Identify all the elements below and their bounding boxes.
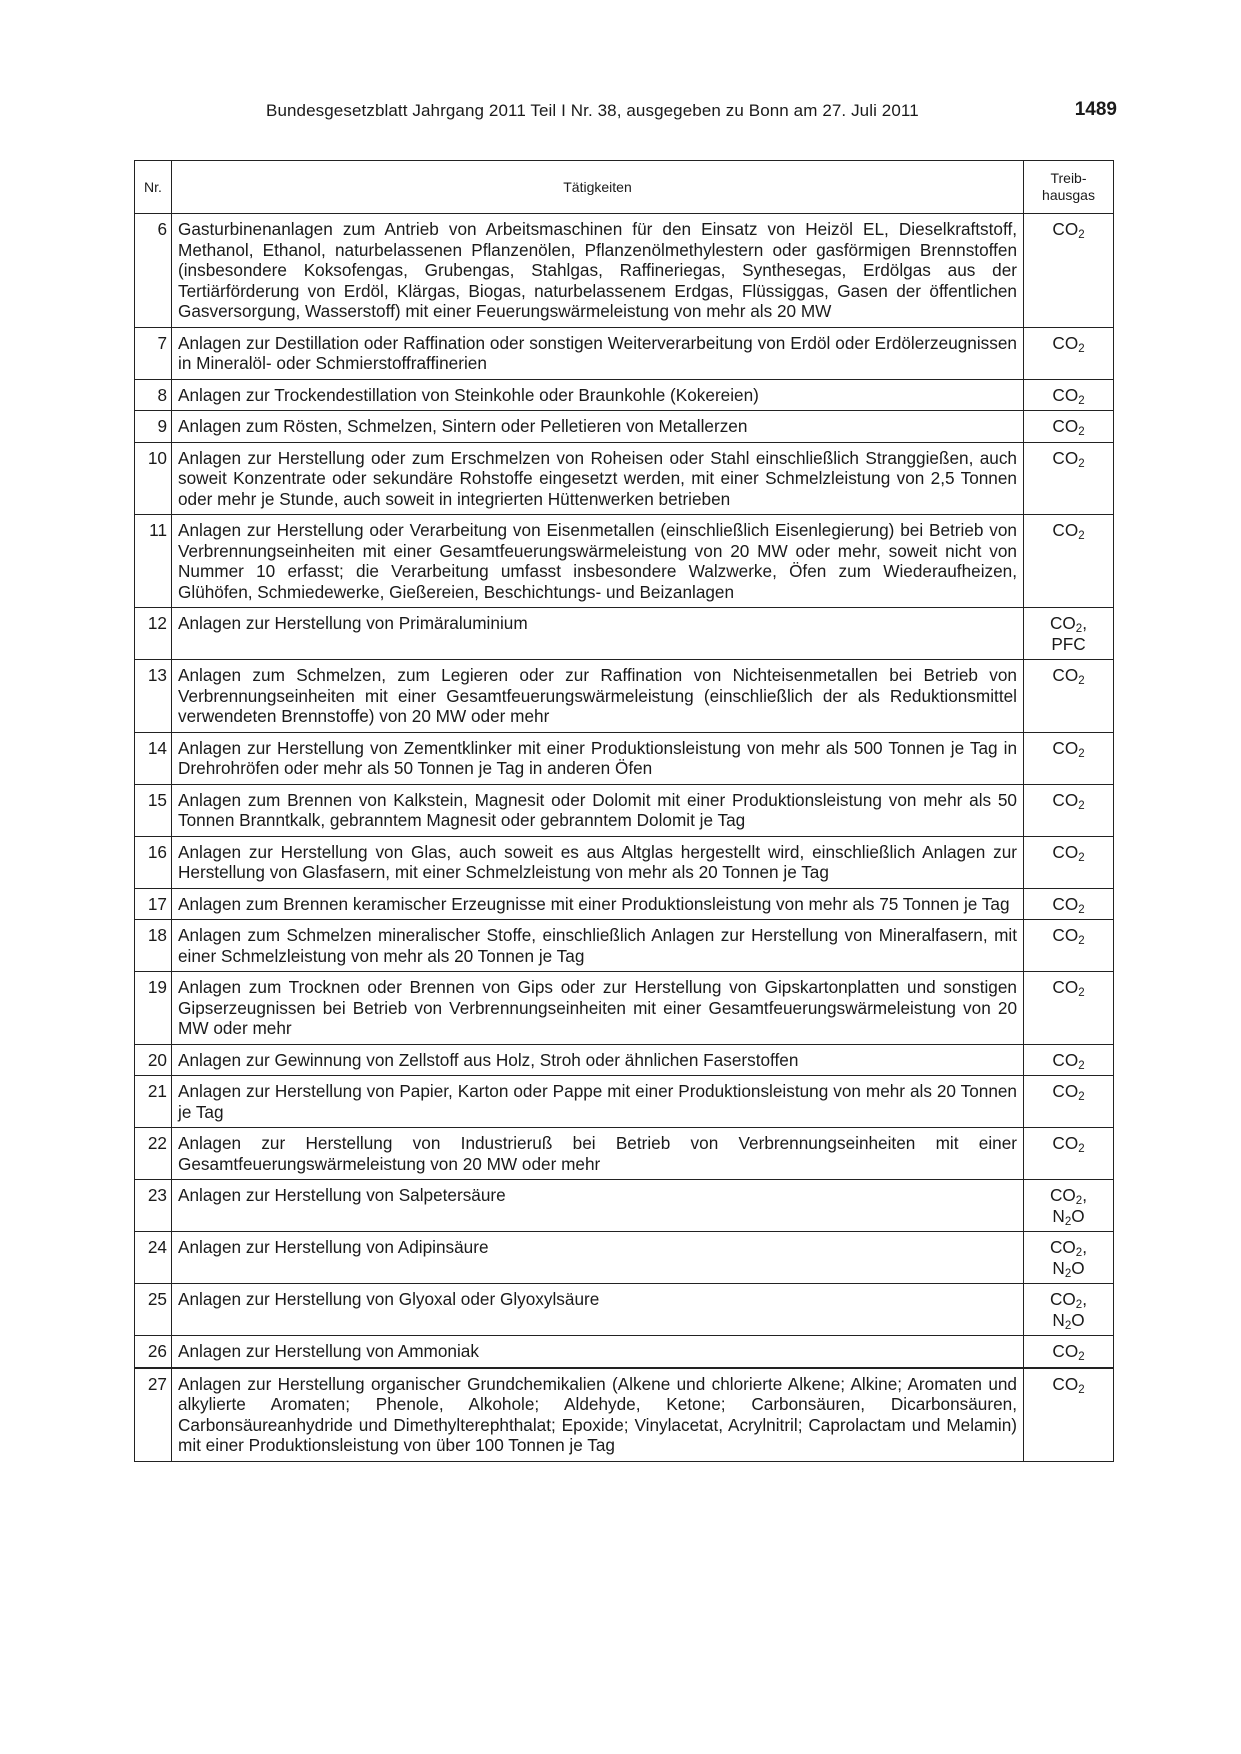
gas-formula: $CO_2$	[1052, 737, 1085, 760]
gas-formula: $CO_2$	[1052, 665, 1085, 687]
table-row	[135, 1284, 1114, 1336]
row-number: 20	[135, 1044, 172, 1076]
greenhouse-gas-cell	[1024, 660, 1114, 733]
greenhouse-gas-cell	[1024, 784, 1114, 836]
row-number: 10	[135, 442, 172, 515]
activity-description: Anlagen zur Herstellung organischer Grundchemikalien (Alkene und chlorierte Alkene; Alkine; Aromaten und alkylierte Aromaten; Phenole, Alkohole; Aldehyde, Ketone; Carbonsäuren, Dicarbonsäuren, Carbonsäureanhydride und Dimethylterephthalat; Epoxide; Vinylacetat, Acrylnitril; Caprolactam und Melamin) mit einer Produktionsleistung von über 100 Tonnen je Tag	[172, 1368, 1024, 1462]
activity-description: Anlagen zur Herstellung von Adipinsäure	[172, 1232, 1024, 1284]
gas-formula: $CO_2$	[1052, 925, 1085, 947]
table-row	[135, 1232, 1114, 1284]
greenhouse-gas-cell	[1024, 608, 1114, 660]
table-row	[135, 1368, 1114, 1462]
gas-formula: $CO_2$	[1052, 416, 1085, 438]
row-number: 6	[135, 214, 172, 328]
header-gas-line1: Treib-	[1050, 170, 1087, 186]
gas-formula: $CO_2$,	[1050, 1289, 1087, 1311]
activity-description: Anlagen zur Herstellung von Ammoniak	[172, 1336, 1024, 1368]
gas-formula: PFC	[1051, 633, 1086, 654]
header-nr: Nr.	[135, 161, 172, 214]
table-row	[135, 784, 1114, 836]
activity-description: Anlagen zur Herstellung von Papier, Karton oder Pappe mit einer Produktionsleistung von mehr als 20 Tonnen je Tag	[172, 1076, 1024, 1128]
activity-description: Anlagen zur Herstellung von Primäraluminium	[172, 608, 1024, 660]
greenhouse-gas-cell	[1024, 1044, 1114, 1076]
activity-description: Anlagen zum Brennen von Kalkstein, Magnesit oder Dolomit mit einer Produktionsleistung von mehr als 50 Tonnen Branntkalk, gebranntem Magnesit oder gebranntem Dolomit je Tag	[172, 784, 1024, 836]
activity-description: Anlagen zum Schmelzen, zum Legieren oder zur Raffination von Nichteisenmetallen bei Betrieb von Verbrennungseinheiten mit einer Gesamtfeuerungswärmeleistung (einschließlich der als Reduktionsmittel verwendeten Brennstoffe) von 20 MW oder mehr	[172, 660, 1024, 733]
greenhouse-gas-cell	[1024, 442, 1114, 515]
activity-description: Anlagen zur Herstellung von Salpetersäure	[172, 1180, 1024, 1232]
greenhouse-gas-cell	[1024, 1128, 1114, 1180]
row-number: 16	[135, 836, 172, 888]
activity-description: Anlagen zum Rösten, Schmelzen, Sintern oder Pelletieren von Metallerzen	[172, 411, 1024, 443]
activity-description: Anlagen zur Herstellung oder zum Erschmelzen von Roheisen oder Stahl einschließlich Stranggießen, auch soweit Konzentrate oder sekundäre Rohstoffe eingesetzt werden, mit einer Schmelzleistung von 2,5 Tonnen oder mehr je Stunde, auch soweit in integrierten Hüttenwerken betrieben	[172, 442, 1024, 515]
greenhouse-gas-cell	[1024, 1180, 1114, 1232]
row-number: 7	[135, 327, 172, 379]
greenhouse-gas-cell	[1024, 214, 1114, 328]
row-number: 24	[135, 1232, 172, 1284]
table-row	[135, 888, 1114, 920]
row-number: 19	[135, 972, 172, 1045]
gas-formula: $CO_2$	[1052, 1341, 1085, 1363]
page-number: 1489	[1074, 99, 1117, 120]
row-number: 12	[135, 608, 172, 660]
activity-description: Anlagen zum Schmelzen mineralischer Stoffe, einschließlich Anlagen zur Herstellung von Mineralfasern, mit einer Schmelzleistung von mehr als 20 Tonnen je Tag	[172, 920, 1024, 972]
row-number: 21	[135, 1076, 172, 1128]
table-row	[135, 1336, 1114, 1368]
table-row	[135, 1044, 1114, 1076]
table-row	[135, 1180, 1114, 1232]
table-header-row	[135, 161, 1114, 214]
row-number: 11	[135, 515, 172, 608]
activity-description: Anlagen zur Herstellung von Glas, auch soweit es aus Altglas hergestellt wird, einschließlich Anlagen zur Herstellung von Glasfasern, mit einer Schmelzleistung von mehr als 20 Tonnen je Tag	[172, 836, 1024, 888]
table-row	[135, 972, 1114, 1045]
gas-formula: $N_2O$	[1052, 1205, 1085, 1228]
gas-formula: $CO_2$,	[1050, 1185, 1087, 1207]
gas-formula: $CO_2$	[1052, 893, 1085, 916]
gas-formula: $CO_2$	[1052, 1049, 1085, 1072]
greenhouse-gas-cell	[1024, 1284, 1114, 1336]
gas-formula: $CO_2$	[1052, 447, 1085, 470]
activity-description: Gasturbinenanlagen zum Antrieb von Arbeitsmaschinen für den Einsatz von Heizöl EL, Dieselkraftstoff, Methanol, Ethanol, naturbelassenen Pflanzenölen, Pflanzenölmethylestern oder gasförmigen Brennstoffen (insbesondere Koksofengas, Grubengas, Stahlgas, Raffineriegas, Synthesegas, Erdölgas aus der Tertiärförderung von Erdöl, Klärgas, Biogas, naturbelassenem Erdgas, Flüssiggas, Gasen der öffentlichen Gasversorgung, Wasserstoff) mit einer Feuerungswärmeleistung von mehr als 20 MW	[172, 214, 1024, 328]
gas-formula: $CO_2$	[1052, 384, 1085, 407]
gas-formula: $CO_2$	[1052, 789, 1085, 812]
running-header: Bundesgesetzblatt Jahrgang 2011 Teil I Nr. 38, ausgegeben zu Bonn am 27. Juli 2011	[266, 101, 919, 120]
gas-formula: $CO_2$	[1052, 332, 1085, 355]
header-gas-line2: hausgas	[1042, 187, 1095, 203]
activity-description: Anlagen zur Herstellung von Zementklinker mit einer Produktionsleistung von mehr als 500 Tonnen je Tag in Drehrohröfen oder mehr als 50 Tonnen je Tag in anderen Öfen	[172, 732, 1024, 784]
gas-formula: $CO_2$	[1052, 1081, 1085, 1103]
gas-formula: $N_2O$	[1052, 1257, 1085, 1280]
greenhouse-gas-cell	[1024, 1368, 1114, 1462]
activity-description: Anlagen zum Brennen keramischer Erzeugnisse mit einer Produktionsleistung von mehr als 75 Tonnen je Tag	[172, 888, 1024, 920]
row-number: 15	[135, 784, 172, 836]
table-row	[135, 515, 1114, 608]
header-activity: Tätigkeiten	[172, 161, 1024, 214]
table-row	[135, 442, 1114, 515]
row-number: 8	[135, 379, 172, 411]
table-row	[135, 214, 1114, 328]
row-number: 23	[135, 1180, 172, 1232]
greenhouse-gas-cell	[1024, 836, 1114, 888]
row-number: 13	[135, 660, 172, 733]
gas-formula: $N_2O$	[1052, 1309, 1085, 1332]
activity-description: Anlagen zum Trocknen oder Brennen von Gips oder zur Herstellung von Gipskartonplatten und sonstigen Gipserzeugnissen bei Betrieb von Verbrennungseinheiten mit einer Gesamtfeuerungswärmeleistung von 20 MW oder mehr	[172, 972, 1024, 1045]
greenhouse-gas-cell	[1024, 379, 1114, 411]
table-row	[135, 327, 1114, 379]
greenhouse-gas-cell	[1024, 515, 1114, 608]
activity-description: Anlagen zur Trockendestillation von Steinkohle oder Braunkohle (Kokereien)	[172, 379, 1024, 411]
gas-formula: $CO_2$	[1052, 219, 1085, 241]
gas-formula: $CO_2$	[1052, 977, 1085, 999]
activity-description: Anlagen zur Herstellung von Industrieruß bei Betrieb von Verbrennungseinheiten mit einer Gesamtfeuerungswärmeleistung von 20 MW oder mehr	[172, 1128, 1024, 1180]
table-row	[135, 1076, 1114, 1128]
table-body	[135, 214, 1114, 1462]
header-greenhouse-gas	[1024, 161, 1114, 214]
gas-formula: $CO_2$	[1052, 1373, 1085, 1396]
row-number: 22	[135, 1128, 172, 1180]
row-number: 25	[135, 1284, 172, 1336]
gas-formula: $CO_2$	[1052, 1133, 1085, 1155]
activity-description: Anlagen zur Herstellung oder Verarbeitung von Eisenmetallen (einschließlich Eisenlegierung) bei Betrieb von Verbrennungseinheiten mit einer Gesamtfeuerungswärmeleistung von 20 MW oder mehr, soweit nicht von Nummer 10 erfasst; die Verarbeitung umfasst insbesondere Walzwerke, Öfen zum Wiederaufheizen, Glühöfen, Schmiedewerke, Gießereien, Beschichtungs- und Beizanlagen	[172, 515, 1024, 608]
activity-description: Anlagen zur Destillation oder Raffination oder sonstigen Weiterverarbeitung von Erdöl oder Erdölerzeugnissen in Mineralöl- oder Schmierstoffraffinerien	[172, 327, 1024, 379]
activities-table	[134, 160, 1114, 1462]
greenhouse-gas-cell	[1024, 972, 1114, 1045]
greenhouse-gas-cell	[1024, 327, 1114, 379]
activity-description: Anlagen zur Gewinnung von Zellstoff aus Holz, Stroh oder ähnlichen Faserstoffen	[172, 1044, 1024, 1076]
gas-formula: $CO_2$	[1052, 520, 1085, 542]
table-row	[135, 1128, 1114, 1180]
row-number: 14	[135, 732, 172, 784]
table-row	[135, 379, 1114, 411]
greenhouse-gas-cell	[1024, 888, 1114, 920]
table-row	[135, 608, 1114, 660]
gas-formula: $CO_2$,	[1050, 1237, 1087, 1259]
gas-formula: $CO_2$,	[1050, 613, 1087, 635]
table-row	[135, 660, 1114, 733]
row-number: 17	[135, 888, 172, 920]
activity-description: Anlagen zur Herstellung von Glyoxal oder Glyoxylsäure	[172, 1284, 1024, 1336]
greenhouse-gas-cell	[1024, 1076, 1114, 1128]
greenhouse-gas-cell	[1024, 1336, 1114, 1368]
greenhouse-gas-cell	[1024, 1232, 1114, 1284]
row-number: 26	[135, 1336, 172, 1368]
table-row	[135, 411, 1114, 443]
gas-formula: $CO_2$	[1052, 841, 1085, 864]
table-row	[135, 732, 1114, 784]
row-number: 18	[135, 920, 172, 972]
table-row	[135, 920, 1114, 972]
greenhouse-gas-cell	[1024, 920, 1114, 972]
greenhouse-gas-cell	[1024, 411, 1114, 443]
row-number: 9	[135, 411, 172, 443]
table-row	[135, 836, 1114, 888]
greenhouse-gas-cell	[1024, 732, 1114, 784]
row-number: 27	[135, 1368, 172, 1462]
